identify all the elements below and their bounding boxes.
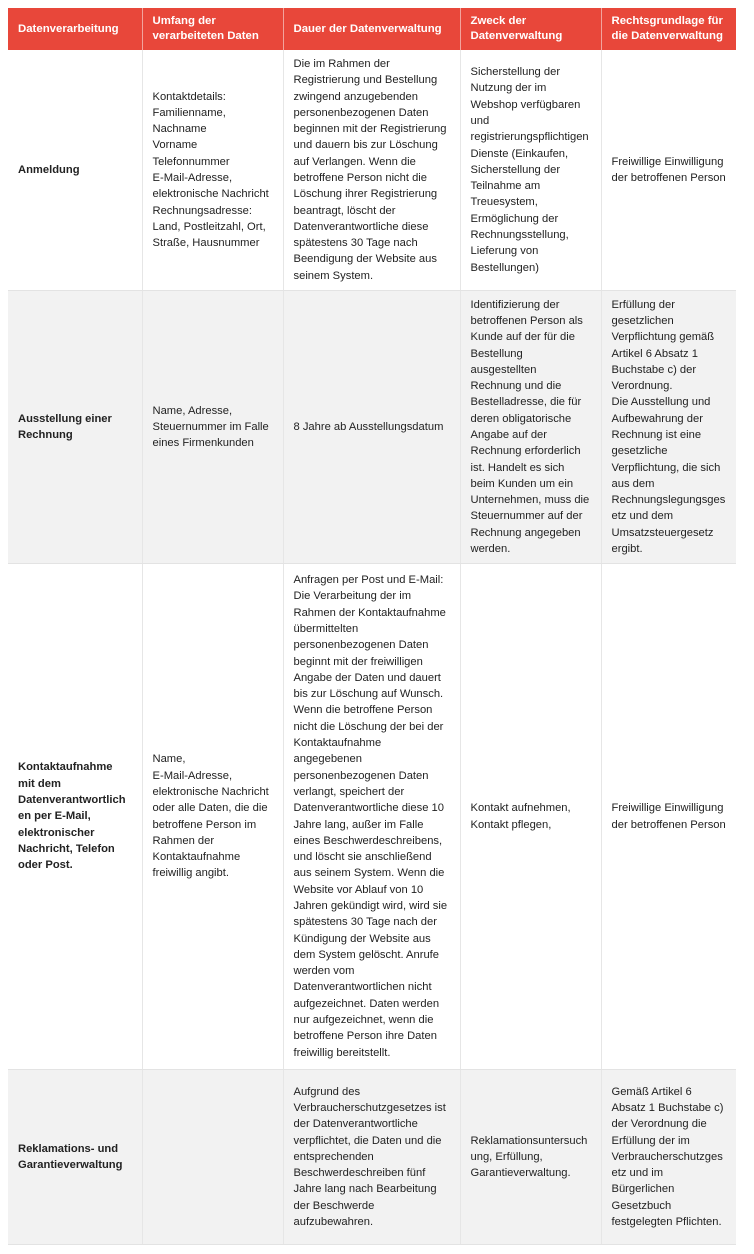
data-processing-table-wrapper — [8, 8, 736, 1245]
cell-legal-basis: Erfüllung der gesetzlichen Verpflichtung gemäß Artikel 6 Absatz 1 Buchstabe c) der Verordnung. Die Ausstellung und Aufbewahrung der Rechnung ist eine gesetzliche Verpflichtung, die sich aus dem Rechnungslegungsgesetz und dem Umsatzsteuergesetz ergibt. — [601, 291, 736, 564]
header-scope: Umfang der verarbeiteten Daten — [142, 8, 283, 50]
cell-legal-basis: Freiwillige Einwilligung der betroffenen Person — [601, 564, 736, 1070]
table-row — [8, 50, 736, 291]
header-row — [8, 8, 736, 50]
cell-duration: Anfragen per Post und E-Mail: Die Verarbeitung der im Rahmen der Kontaktaufnahme übermittelten personenbezogenen Daten beginnt mit der freiwilligen Angabe der Daten und dauert bis zur Löschung auf Wunsch. Wenn die betroffene Person nicht die Löschung der bei der Kontaktaufnahme angegebenen personenbezogenen Daten verlangt, speichert der Datenverantwortliche diese 10 Jahre lang, außer im Falle eines Beschwerdeschreibens, und löscht sie anschließend aus seinem System. Wenn die Website vor Ablauf von 10 Jahren gekündigt wird, wird sie spätestens 30 Tage nach der Kündigung der Website aus dem System gelöscht. Anrufe werden vom Datenverantwortlichen nicht aufgezeichnet. Daten werden nur aufgezeichnet, wenn die betroffene Person ihre Daten freiwillig bereitstellt. — [283, 564, 460, 1070]
cell-duration: 8 Jahre ab Ausstellungsdatum — [283, 291, 460, 564]
cell-legal-basis: Gemäß Artikel 6 Absatz 1 Buchstabe c) der Verordnung die Erfüllung der im Verbraucherschutzgesetz und im Bürgerlichen Gesetzbuch festgelegten Pflichten. — [601, 1070, 736, 1245]
cell-duration: Die im Rahmen der Registrierung und Bestellung zwingend anzugebenden personenbezogenen Daten beginnen mit der Registrierung und dauern bis zur Löschung auf Verlangen. Wenn die betroffene Person nicht die Löschung ihrer Registrierung beantragt, löscht der Datenverantwortliche diese spätestens 30 Tage nach Beendigung der Website aus seinem System. — [283, 50, 460, 291]
cell-processing: Anmeldung — [8, 50, 142, 291]
table-row — [8, 291, 736, 564]
cell-legal-basis: Freiwillige Einwilligung der betroffenen Person — [601, 50, 736, 291]
data-processing-table — [8, 8, 736, 1245]
header-legal-basis: Rechtsgrundlage für die Datenverwaltung — [601, 8, 736, 50]
cell-purpose: Kontakt aufnehmen, Kontakt pflegen, — [460, 564, 601, 1070]
cell-scope — [142, 1070, 283, 1245]
cell-purpose: Sicherstellung der Nutzung der im Webshop verfügbaren und registrierungspflichtigen Dienste (Einkaufen, Sicherstellung der Teilnahme am Treuesystem, Ermöglichung der Rechnungsstellung, Lieferung von Bestellungen) — [460, 50, 601, 291]
cell-duration: Aufgrund des Verbraucherschutzgesetzes ist der Datenverantwortliche verpflichtet, die Daten und die entsprechenden Beschwerdeschreiben fünf Jahre lang nach Bearbeitung der Beschwerde aufzubewahren. — [283, 1070, 460, 1245]
table-header — [8, 8, 736, 50]
cell-scope: Kontaktdetails: Familienname, Nachname Vorname Telefonnummer E-Mail-Adresse, elektronische Nachricht Rechnungsadresse: Land, Postleitzahl, Ort, Straße, Hausnummer — [142, 50, 283, 291]
cell-processing: Reklamations- und Garantieverwaltung — [8, 1070, 142, 1245]
cell-purpose: Reklamationsuntersuchung, Erfüllung, Garantieverwaltung. — [460, 1070, 601, 1245]
header-duration: Dauer der Datenverwaltung — [283, 8, 460, 50]
table-row — [8, 564, 736, 1070]
cell-processing: Kontaktaufnahme mit dem Datenverantwortlichen per E-Mail, elektronischer Nachricht, Telefon oder Post. — [8, 564, 142, 1070]
cell-processing: Ausstellung einer Rechnung — [8, 291, 142, 564]
cell-purpose: Identifizierung der betroffenen Person als Kunde auf der für die Bestellung ausgestellten Rechnung und die Bestelladresse, die für deren obligatorische Angabe auf der Rechnung erforderlich ist. Handelt es sich beim Kunden um ein Unternehmen, muss die Steuernummer auf der Rechnung angegeben werden. — [460, 291, 601, 564]
header-purpose: Zweck der Datenverwaltung — [460, 8, 601, 50]
header-processing: Datenverarbeitung — [8, 8, 142, 50]
table-row — [8, 1070, 736, 1245]
cell-scope: Name, E-Mail-Adresse, elektronische Nachricht oder alle Daten, die die betroffene Person im Rahmen der Kontaktaufnahme freiwillig angibt. — [142, 564, 283, 1070]
cell-scope: Name, Adresse, Steuernummer im Falle eines Firmenkunden — [142, 291, 283, 564]
table-body — [8, 50, 736, 1245]
